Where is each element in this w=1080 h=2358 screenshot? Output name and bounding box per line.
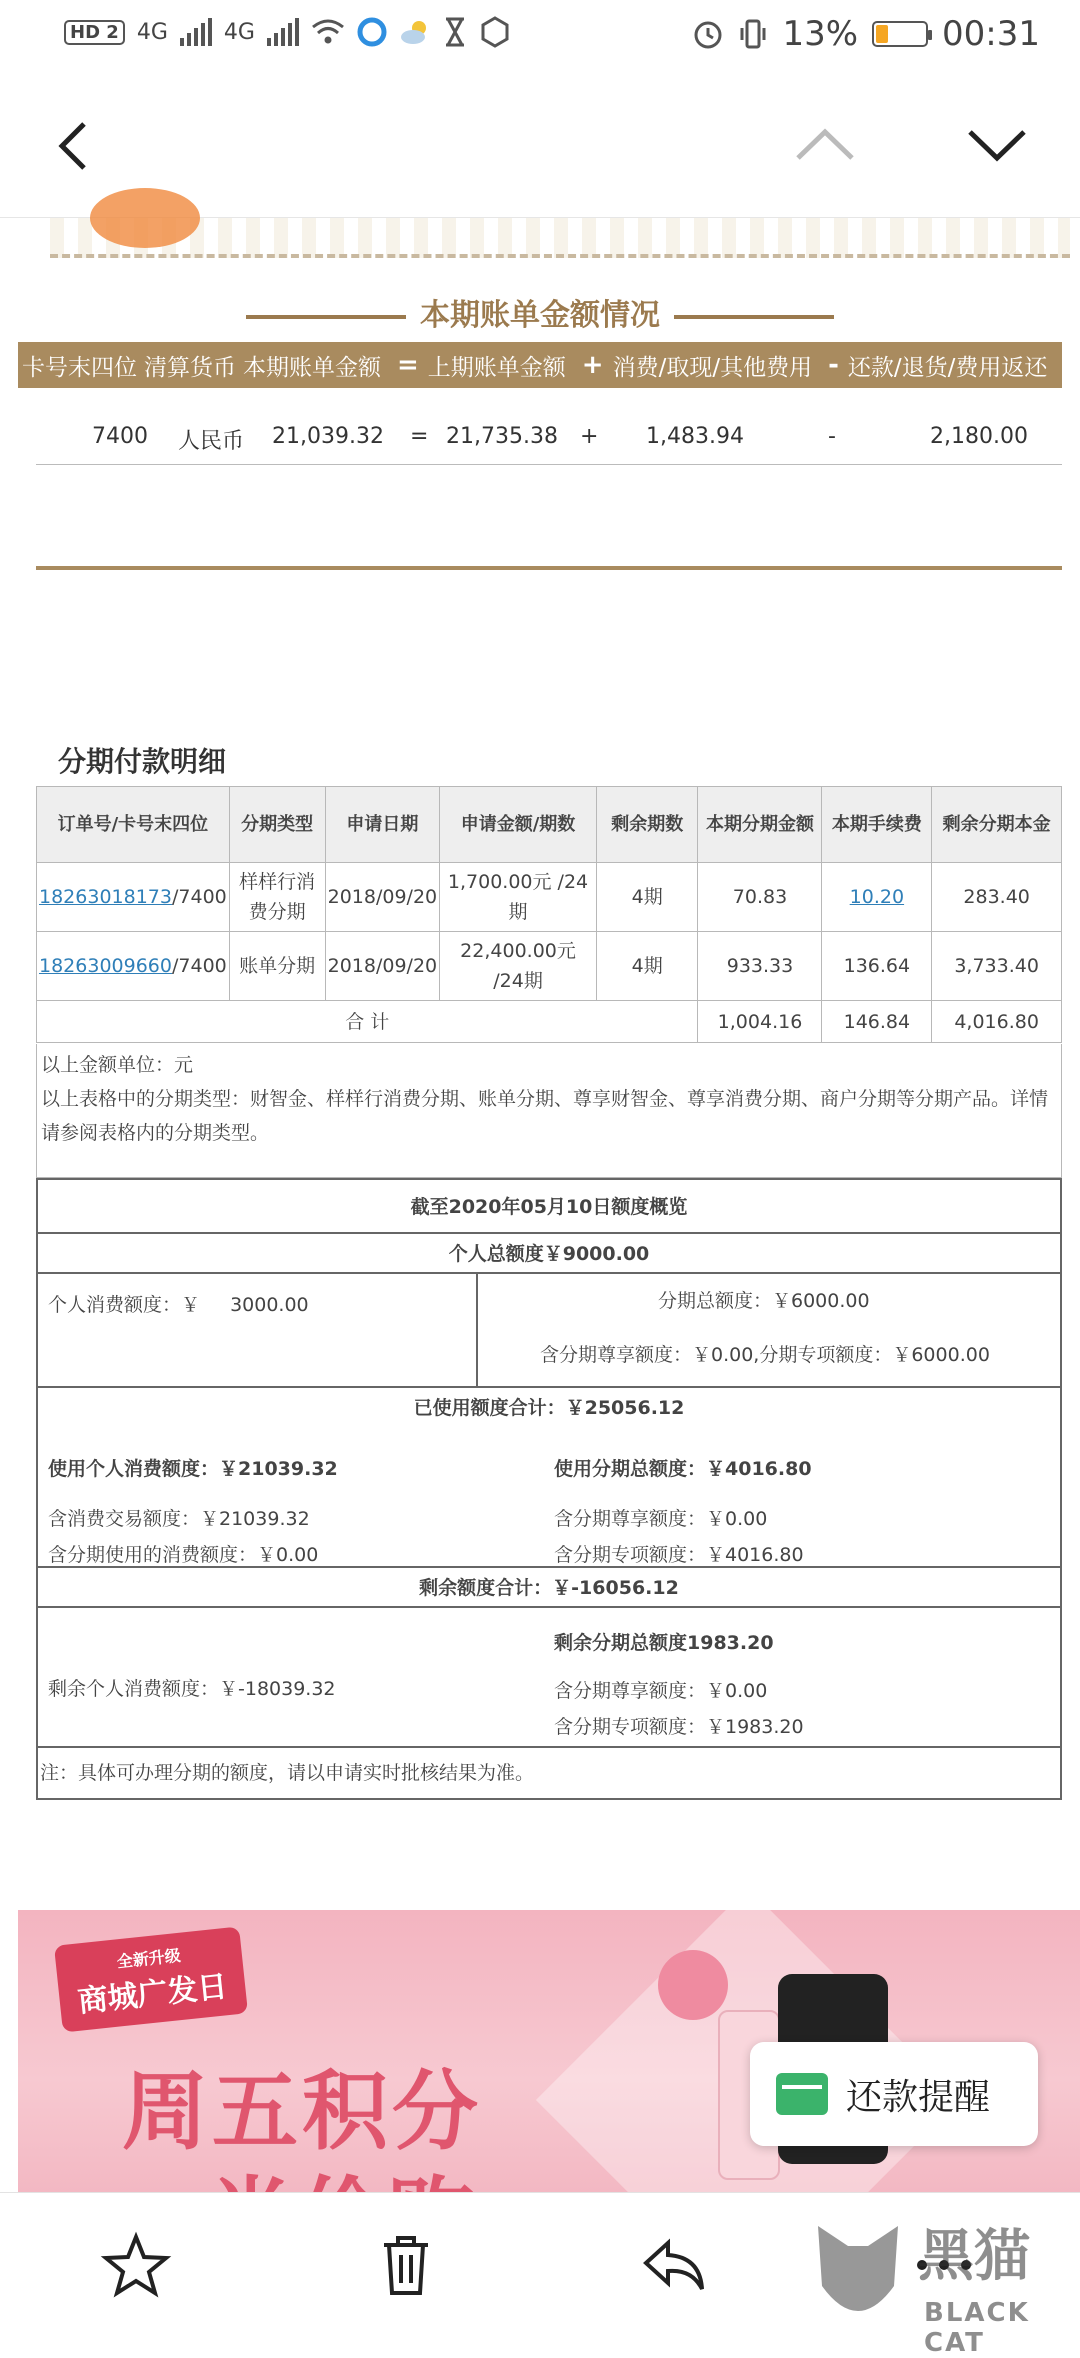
title-rule-right	[674, 315, 834, 319]
fee-cell: 136.64	[822, 932, 932, 1001]
status-bar	[0, 0, 1080, 76]
header-current-amount: 本期账单金额	[243, 354, 381, 381]
principal-cell: 3,733.40	[932, 932, 1062, 1001]
remain-install-special: 含分期专项额度：￥1983.20	[554, 1716, 804, 1738]
total-row	[37, 1001, 1062, 1043]
quota-overview	[36, 1178, 1062, 1800]
period-amount-cell: 933.33	[698, 932, 822, 1001]
date-cell: 2018/09/20	[325, 932, 440, 1001]
network-4g-label-2: 4G	[223, 19, 255, 45]
quota-total: 个人总额度￥9000.00	[38, 1234, 1060, 1274]
remaining-cell: 4期	[596, 932, 698, 1001]
install-quota-detail: 含分期尊享额度：￥0.00,分期专项额度：￥6000.00	[540, 1344, 990, 1366]
note-unit: 以上金额单位：元	[41, 1054, 194, 1076]
installment-notes	[36, 1044, 1062, 1178]
col-fee: 本期手续费	[822, 787, 932, 863]
used-quota	[38, 1388, 1060, 1568]
network-4g-label: 4G	[136, 19, 168, 45]
hd-indicator: HD 2	[64, 20, 125, 45]
type-cell: 样样行消费分期	[229, 863, 325, 932]
col-principal: 剩余分期本金	[932, 787, 1062, 863]
trash-icon[interactable]	[370, 2229, 442, 2301]
shield-hand-icon	[479, 16, 511, 48]
bill-card: 7400	[92, 424, 148, 449]
browser-icon	[357, 17, 387, 47]
col-date: 申请日期	[325, 787, 440, 863]
hourglass-icon	[443, 17, 467, 47]
reminder-label: 还款提醒	[846, 2076, 991, 2118]
bill-current: 21,039.32	[272, 424, 384, 449]
bill-currency: 人民币	[178, 429, 245, 454]
banner-decoration	[800, 190, 1010, 250]
vibrate-icon	[738, 18, 768, 50]
col-order: 订单号/卡号末四位	[37, 787, 230, 863]
order-link[interactable]: 18263018173	[39, 886, 172, 908]
header-previous-amount: 上期账单金额	[427, 354, 566, 381]
bill-plus: +	[580, 424, 599, 449]
remain-install-premium: 含分期尊享额度：￥0.00	[554, 1680, 768, 1702]
header-banner-strip	[50, 218, 1070, 258]
watermark-text: 黑猫	[918, 2224, 1030, 2289]
mascot-illustration	[90, 188, 200, 248]
promo-badge-text: 商城广发日	[76, 1969, 229, 2020]
clock-time: 00:31	[942, 14, 1040, 54]
weather-icon	[399, 18, 431, 46]
title-rule-left	[246, 315, 406, 319]
chevron-left-icon[interactable]	[46, 116, 106, 176]
type-cell: 账单分期	[229, 932, 325, 1001]
promo-headline: 周五积分	[122, 2062, 482, 2162]
note-types: 以上表格中的分期类型：财智金、样样行消费分期、账单分期、尊享财智金、尊享消费分期、商户分期等分期产品。详情请参阅表格内的分期类型。	[41, 1088, 1049, 1144]
chevron-up-icon[interactable]	[792, 122, 858, 166]
used-install: 使用分期总额度：￥4016.80	[554, 1458, 812, 1480]
promo-badge-small: 全新升级	[115, 1945, 182, 1972]
battery-percent: 13%	[782, 14, 859, 54]
order-cell: 18263009660/7400	[37, 932, 230, 1001]
bill-table-header	[18, 342, 1062, 388]
personal-quota-label: 个人消费额度：￥	[48, 1294, 201, 1316]
col-period-amount: 本期分期金额	[698, 787, 822, 863]
header-equals: =	[397, 350, 419, 380]
amount-cell: 1,700.00元 /24期	[440, 863, 597, 932]
installment-title: 分期付款明细	[58, 745, 227, 778]
flower-decoration	[658, 1950, 728, 2020]
statement-content	[18, 218, 1062, 1910]
total-period-amount: 1,004.16	[698, 1001, 822, 1043]
reminder-icon	[776, 2073, 828, 2115]
chevron-down-icon[interactable]	[964, 122, 1030, 166]
remain-quota-total: 剩余额度合计：￥-16056.12	[38, 1568, 1060, 1608]
installment-table	[36, 786, 1062, 1043]
personal-quota-value: 3000.00	[230, 1294, 309, 1316]
signal-icon	[180, 18, 212, 46]
header-card: 卡号末四位	[22, 354, 137, 381]
used-install-premium: 含分期尊享额度：￥0.00	[554, 1508, 768, 1530]
col-remaining: 剩余期数	[596, 787, 698, 863]
personal-quota-cell	[38, 1274, 478, 1386]
header-refund: 还款/退货/费用返还	[847, 354, 1048, 381]
remain-personal: 剩余个人消费额度：￥-18039.32	[48, 1678, 336, 1700]
table-row	[37, 932, 1062, 1001]
wifi-icon	[311, 18, 345, 46]
alarm-icon	[692, 18, 724, 50]
used-install-consume: 含分期使用的消费额度：￥0.00	[48, 1544, 319, 1566]
signal-icon-2	[267, 18, 299, 46]
used-trade: 含消费交易额度：￥21039.32	[48, 1508, 310, 1530]
header-plus: +	[581, 350, 604, 380]
bill-refund: 2,180.00	[930, 424, 1028, 449]
col-amount: 申请金额/期数	[440, 787, 597, 863]
period-amount-cell: 70.83	[698, 863, 822, 932]
order-link[interactable]: 18263009660	[39, 955, 172, 977]
order-cell: 18263018173/7400	[37, 863, 230, 932]
bill-spend: 1,483.94	[646, 424, 744, 449]
remaining-cell: 4期	[596, 863, 698, 932]
bill-row-divider	[36, 464, 1062, 465]
star-icon[interactable]	[100, 2229, 172, 2301]
fee-cell	[822, 863, 932, 932]
bill-previous: 21,735.38	[446, 424, 558, 449]
header-spend: 消费/取现/其他费用	[612, 354, 813, 381]
cat-logo-icon	[808, 2216, 908, 2336]
promo-badge	[54, 1927, 248, 2033]
amount-cell: 22,400.00元 /24期	[440, 932, 597, 1001]
reply-icon[interactable]	[638, 2229, 710, 2301]
principal-cell: 283.40	[932, 863, 1062, 932]
bill-row	[18, 424, 1062, 464]
quota-footnote: 注：具体可办理分期的额度，请以申请实时批核结果为准。	[40, 1762, 535, 1784]
battery-icon	[872, 21, 928, 47]
quota-split	[38, 1274, 1060, 1388]
bill-eq: =	[410, 424, 429, 449]
header-currency: 清算货币	[144, 354, 236, 381]
repayment-reminder-button[interactable]	[750, 2042, 1038, 2146]
col-type: 分期类型	[229, 787, 325, 863]
remain-install-total: 剩余分期总额度1983.20	[554, 1632, 774, 1654]
gold-divider	[36, 566, 1062, 570]
used-personal: 使用个人消费额度：￥21039.32	[48, 1458, 338, 1480]
installment-header-row	[37, 787, 1062, 863]
watermark-sub: BLACK CAT	[924, 2298, 1030, 2358]
used-quota-total: 已使用额度合计：￥25056.12	[413, 1397, 685, 1419]
total-label: 合 计	[37, 1001, 698, 1043]
watermark	[808, 2212, 1078, 2358]
total-principal: 4,016.80	[932, 1001, 1062, 1043]
quota-title: 截至2020年05月10日额度概览	[38, 1180, 1060, 1234]
used-install-special: 含分期专项额度：￥4016.80	[554, 1544, 804, 1566]
install-quota-total: 分期总额度：￥6000.00	[658, 1290, 870, 1312]
bill-minus: -	[828, 424, 836, 449]
bill-section-title: 本期账单金额情况	[18, 290, 1062, 334]
total-fee: 146.84	[822, 1001, 932, 1043]
date-cell: 2018/09/20	[325, 863, 440, 932]
remain-quota	[38, 1608, 1060, 1748]
table-row	[37, 863, 1062, 932]
install-quota-cell	[478, 1274, 1060, 1386]
fee-link[interactable]: 10.20	[849, 886, 905, 908]
header-minus: -	[828, 350, 839, 380]
